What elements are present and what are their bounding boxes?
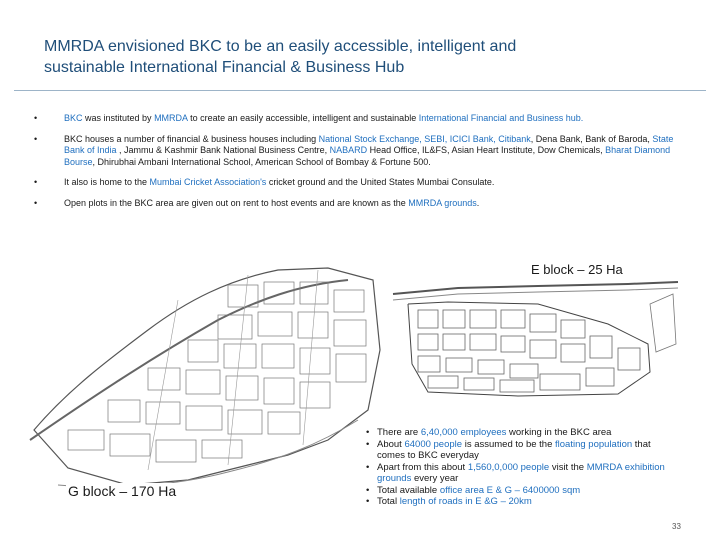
body-text: was instituted by bbox=[82, 113, 155, 123]
body-text: Total bbox=[377, 496, 400, 507]
body-text: It also is home to the bbox=[64, 177, 150, 187]
title-line-2: sustainable International Financial & Business Hub bbox=[44, 59, 405, 76]
page-number: 33 bbox=[672, 522, 681, 531]
stats-list bbox=[366, 427, 666, 508]
body-text: , Jammu & Kashmir Bank National Business Centre, bbox=[116, 145, 330, 155]
g-block-label: G block – 170 Ha bbox=[68, 483, 177, 499]
highlighted-text: MMRDA grounds bbox=[408, 197, 477, 208]
bullet-item bbox=[34, 177, 684, 189]
body-text: visit the bbox=[549, 461, 587, 473]
highlighted-text: International Financial and Business hub. bbox=[418, 113, 584, 123]
title-divider bbox=[14, 90, 706, 91]
highlighted-text: MMRDA bbox=[154, 113, 188, 123]
highlighted-text: State Bank of India bbox=[64, 133, 674, 155]
body-text: to create an easily accessible, intelligent and sustainable bbox=[187, 113, 419, 123]
highlighted-text: Bharat Diamond Bourse bbox=[64, 145, 671, 167]
bullet-marker: • bbox=[366, 484, 370, 496]
highlighted-text: National Stock Exchange, SEBI, ICICI Bank, Citibank bbox=[318, 133, 531, 144]
body-text: that comes to BKC everyday bbox=[377, 438, 651, 461]
highlighted-text: BKC bbox=[64, 113, 83, 123]
bullet-marker: • bbox=[34, 113, 38, 123]
highlighted-text: 6,40,000 employees bbox=[420, 427, 507, 438]
stat-item bbox=[366, 462, 666, 485]
highlighted-text: length of roads in E &G – 20km bbox=[399, 496, 532, 507]
bullet-marker: • bbox=[366, 427, 370, 438]
e-block-map bbox=[388, 264, 680, 414]
stat-item bbox=[366, 427, 666, 439]
highlighted-text: office area E & G – 6400000 sqm bbox=[439, 484, 581, 496]
bullet-marker: • bbox=[366, 438, 370, 450]
body-text: BKC houses a number of financial & business houses including bbox=[64, 133, 319, 144]
bullet-marker: • bbox=[34, 177, 38, 187]
body-text: Head Office, IL&FS, Asian Heart Institute, Dow Chemicals, bbox=[367, 145, 606, 155]
stat-item bbox=[366, 496, 666, 508]
title-line-1: MMRDA envisioned BKC to be an easily accessible, intelligent and bbox=[44, 38, 517, 55]
bullet-marker: • bbox=[366, 496, 370, 507]
e-block-label: E block – 25 Ha bbox=[528, 262, 626, 277]
body-text: Total available bbox=[377, 484, 440, 496]
highlighted-text: MMRDA exhibition grounds bbox=[377, 461, 665, 484]
bullet-list bbox=[34, 113, 684, 218]
body-text: About bbox=[377, 438, 405, 450]
body-text: There are bbox=[377, 427, 421, 438]
body-text: . bbox=[476, 197, 480, 208]
bullet-marker: • bbox=[34, 133, 38, 144]
bullet-item bbox=[34, 113, 684, 125]
stat-item bbox=[366, 439, 666, 462]
body-text: cricket ground and the United States Mumbai Consulate. bbox=[266, 177, 495, 187]
bullet-item bbox=[34, 134, 684, 169]
bullet-marker: • bbox=[366, 461, 370, 473]
highlighted-text: NABARD bbox=[329, 145, 368, 155]
bullet-item bbox=[34, 198, 684, 210]
body-text: , Dhirubhai Ambani International School, American School of Bombay & Fortune 500. bbox=[92, 156, 431, 167]
bullet-marker: • bbox=[34, 197, 38, 208]
highlighted-text: 1,560,0,000 people bbox=[467, 461, 550, 473]
highlighted-text: Mumbai Cricket Association's bbox=[149, 177, 267, 187]
body-text: every year bbox=[411, 473, 459, 484]
slide-title bbox=[44, 36, 684, 78]
highlighted-text: floating population bbox=[555, 438, 633, 450]
body-text: working in the BKC area bbox=[506, 427, 612, 438]
body-text: is assumed to be the bbox=[462, 438, 556, 450]
body-text: Open plots in the BKC area are given out on rent to host events and are known as the bbox=[64, 197, 409, 208]
body-text: , Dena Bank, Bank of Baroda, bbox=[530, 133, 653, 144]
stat-item bbox=[366, 485, 666, 497]
body-text: Apart from this about bbox=[377, 461, 468, 473]
highlighted-text: 64000 people bbox=[404, 438, 463, 450]
